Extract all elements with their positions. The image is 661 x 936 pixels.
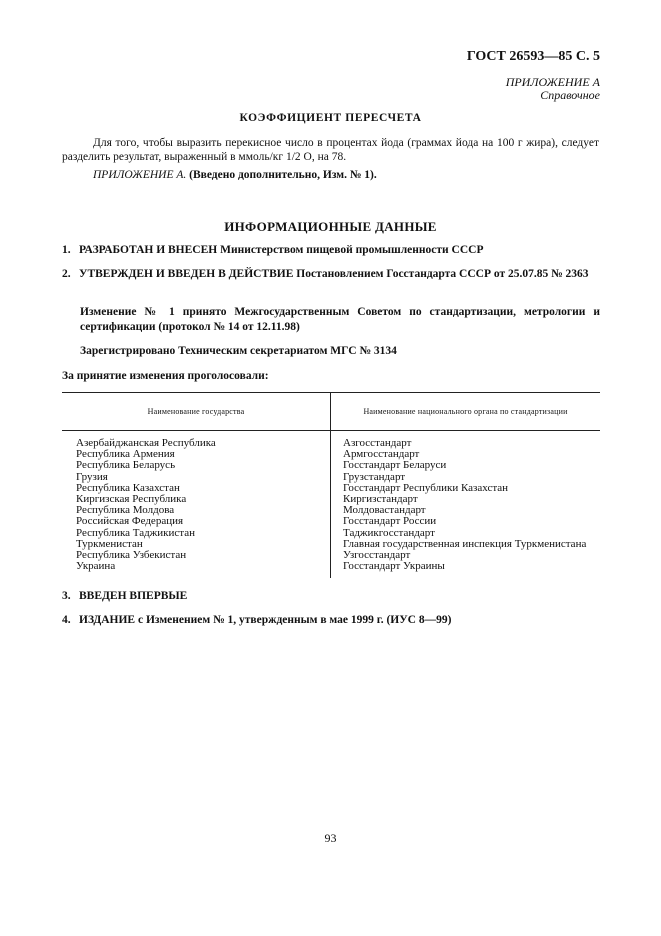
table-header-rule xyxy=(62,430,600,431)
standards-body-name: Узгосстандарт xyxy=(343,549,411,562)
state-name: Республика Казахстан xyxy=(76,481,180,494)
standards-body-list xyxy=(343,438,586,572)
registration-note: Зарегистрировано Техническим секретариатом МГС № 3134 xyxy=(80,345,397,357)
coefficient-body: Для того, чтобы выразить перекисное число в процентах йода (граммах йода на 100 г жира), следует разделить результат, выраженный в ммоль/кг 1/2 О, на 78. xyxy=(62,137,599,163)
item-text: ВВЕДЕН ВПЕРВЫЕ xyxy=(79,590,188,602)
info-item-4 xyxy=(62,613,600,627)
vote-label: За принятие изменения проголосовали: xyxy=(62,370,269,382)
info-item-3 xyxy=(62,589,600,603)
state-list xyxy=(76,438,216,572)
state-name: Республика Молдова xyxy=(76,504,175,517)
appendix-note-text: (Введено дополнительно, Изм. № 1). xyxy=(186,169,377,181)
state-name: Республика Таджикистан xyxy=(76,526,195,539)
item-number: 2. xyxy=(62,268,71,280)
appendix-title: ПРИЛОЖЕНИЕ А xyxy=(505,75,600,89)
state-name: Республика Узбекистан xyxy=(76,549,187,562)
appendix-subtitle: Справочное xyxy=(540,88,600,102)
state-name: Республика Беларусь xyxy=(76,459,176,472)
item-text: УТВЕРЖДЕН И ВВЕДЕН В ДЕЙСТВИЕ Постановлением Госстандарта СССР от 25.07.85 № 2363 xyxy=(79,268,589,280)
info-item-1 xyxy=(62,243,600,257)
item-number: 3. xyxy=(62,590,71,602)
standards-body-name: Госстандарт Украины xyxy=(343,560,445,573)
info-item-2 xyxy=(62,267,600,281)
appendix-label xyxy=(506,76,600,102)
standards-body-name: Госстандарт Республики Казахстан xyxy=(343,481,509,494)
standards-body-name: Молдовастандарт xyxy=(343,504,426,517)
coefficient-title: КОЭФФИЦИЕНТ ПЕРЕСЧЕТА xyxy=(239,112,422,124)
state-name: Азербайджанская Республика xyxy=(76,437,216,449)
standards-body-name: Грузстандарт xyxy=(343,470,406,483)
appendix-note-ref: ПРИЛОЖЕНИЕ А. xyxy=(93,169,187,181)
standards-body-name: Армгосстандарт xyxy=(343,448,420,461)
document-header: ГОСТ 26593—85 С. 5 xyxy=(466,49,600,64)
page-number: 93 xyxy=(324,831,337,845)
item-number: 4. xyxy=(62,614,71,626)
state-name: Украина xyxy=(76,560,116,573)
state-name: Туркменистан xyxy=(76,537,143,550)
table-top-rule xyxy=(62,392,600,393)
standards-body-name: Главная государственная инспекция Туркменистана xyxy=(343,537,587,550)
table-header-body: Наименование национального органа по стандартизации xyxy=(363,407,568,416)
item-text: РАЗРАБОТАН И ВНЕСЕН Министерством пищевой промышленности СССР xyxy=(79,244,484,256)
state-name: Киргизская Республика xyxy=(76,493,187,506)
state-name: Республика Армения xyxy=(76,448,175,461)
appendix-note xyxy=(93,169,377,181)
standards-body-name: Азгосстандарт xyxy=(343,437,412,449)
item-number: 1. xyxy=(62,244,71,256)
change-note: Изменение № 1 принято Межгосударственным Советом по стандартизации, метрологии и сертификации (протокол № 14 от 12.11.98) xyxy=(80,306,600,333)
state-name: Российская Федерация xyxy=(76,515,184,528)
item-text: ИЗДАНИЕ с Изменением № 1, утвержденным в мае 1999 г. (ИУС 8—99) xyxy=(79,614,452,626)
voting-table xyxy=(62,392,600,578)
table-column-divider xyxy=(330,392,331,578)
table-header-state: Наименование государства xyxy=(147,407,245,416)
standards-body-name: Госстандарт России xyxy=(343,515,437,528)
standards-body-name: Киргизстандарт xyxy=(343,493,418,506)
standards-body-name: Таджикгосстандарт xyxy=(343,526,435,539)
info-title: ИНФОРМАЦИОННЫЕ ДАННЫЕ xyxy=(224,219,437,234)
standards-body-name: Госстандарт Беларуси xyxy=(343,459,447,472)
state-name: Грузия xyxy=(76,470,108,483)
